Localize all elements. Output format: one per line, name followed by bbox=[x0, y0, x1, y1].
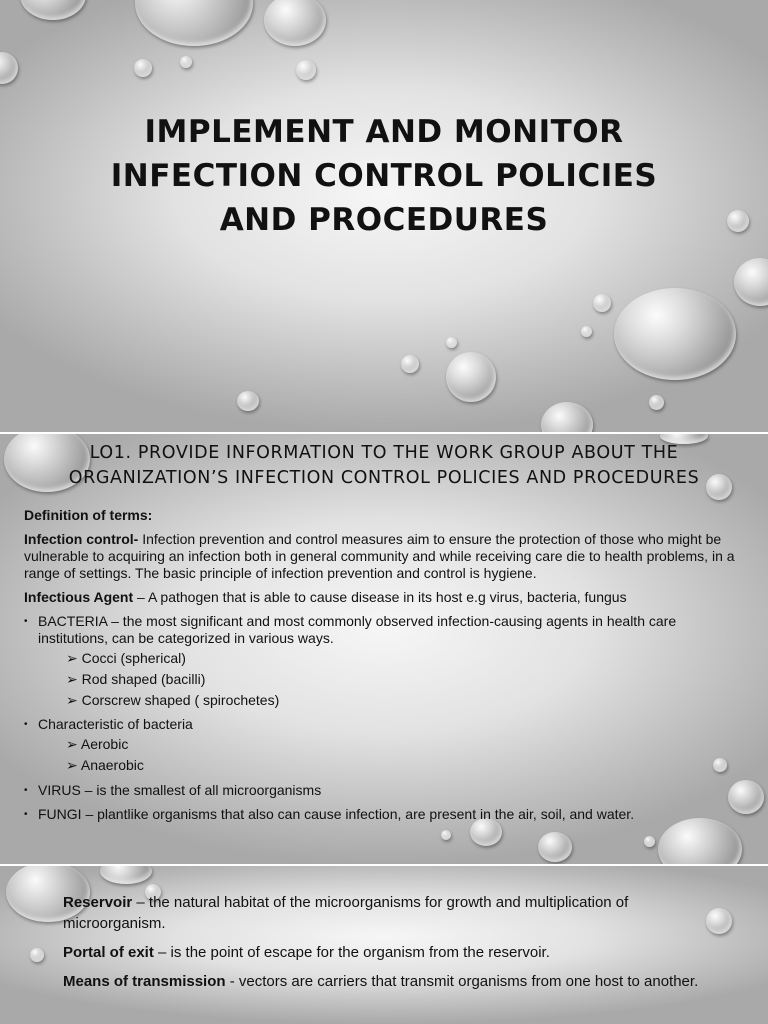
water-drop bbox=[237, 391, 259, 411]
water-drop bbox=[538, 832, 572, 862]
sub-item-text: Corscrew shaped ( spirochetes) bbox=[81, 692, 280, 708]
sub-item-text: Cocci (spherical) bbox=[81, 650, 186, 666]
sub-item-text: Anaerobic bbox=[80, 757, 144, 773]
term: Infectious Agent bbox=[24, 589, 134, 605]
water-drop bbox=[180, 56, 192, 68]
water-drop bbox=[644, 836, 655, 847]
definition-heading: Definition of terms: bbox=[24, 507, 153, 523]
list-item bbox=[24, 806, 748, 823]
definition: - vectors are carriers that transmit organisms from one host to another. bbox=[225, 973, 699, 990]
water-drop bbox=[20, 0, 86, 20]
list-item bbox=[24, 782, 748, 799]
content-slide bbox=[0, 434, 768, 864]
term: Portal of exit bbox=[63, 944, 154, 961]
sub-list-item bbox=[24, 671, 748, 688]
water-drop bbox=[0, 52, 18, 84]
heading-line: LO1. PROVIDE INFORMATION TO THE WORK GROUP ABOUT THE bbox=[89, 443, 679, 463]
water-drop bbox=[446, 337, 457, 348]
water-drop bbox=[734, 258, 768, 306]
water-drop bbox=[541, 402, 593, 432]
title-line: AND PROCEDURES bbox=[219, 202, 549, 238]
water-drop bbox=[649, 395, 664, 410]
heading-line: ORGANIZATION’S INFECTION CONTROL POLICIES AND PROCEDURES bbox=[68, 468, 700, 488]
sub-list-item bbox=[24, 736, 748, 753]
term: Reservoir bbox=[63, 894, 133, 911]
reservoir-paragraph bbox=[63, 892, 703, 934]
bullet-text: Characteristic of bacteria bbox=[38, 716, 193, 732]
title-line: INFECTION CONTROL POLICIES bbox=[110, 158, 658, 194]
water-drop bbox=[727, 210, 749, 232]
list-item bbox=[24, 613, 748, 647]
arrow-bullet-icon: ➢ bbox=[66, 736, 78, 752]
bullet-text: VIRUS – is the smallest of all microorganisms bbox=[38, 782, 322, 798]
arrow-bullet-icon: ➢ bbox=[66, 692, 78, 708]
slide-heading bbox=[40, 441, 728, 491]
infection-control-paragraph bbox=[24, 531, 748, 582]
water-drop bbox=[441, 830, 451, 840]
water-drop bbox=[614, 288, 736, 380]
title-line: IMPLEMENT AND MONITOR bbox=[144, 114, 624, 150]
sub-list-item bbox=[24, 650, 748, 667]
water-drop bbox=[593, 294, 611, 312]
list-item bbox=[24, 716, 748, 733]
water-drop bbox=[581, 326, 592, 337]
water-drop bbox=[100, 866, 152, 884]
sub-list-item bbox=[24, 692, 748, 709]
water-drop bbox=[446, 352, 496, 402]
bullet-text: BACTERIA – the most significant and most commonly observed infection-causing agents in health care institutions, can be categorized in various ways. bbox=[38, 613, 677, 646]
definition: – A pathogen that is able to cause disease in its host e.g virus, bacteria, fungus bbox=[133, 589, 627, 605]
sub-item-text: Rod shaped (bacilli) bbox=[81, 671, 206, 687]
sub-list-item bbox=[24, 757, 748, 774]
bullet-icon: • bbox=[24, 785, 28, 796]
means-paragraph bbox=[63, 971, 703, 992]
bullet-icon: • bbox=[24, 616, 28, 627]
arrow-bullet-icon: ➢ bbox=[66, 671, 78, 687]
water-drop bbox=[264, 0, 326, 46]
content-slide-2 bbox=[0, 866, 768, 1024]
water-drop bbox=[401, 355, 419, 373]
definition: – is the point of escape for the organism from the reservoir. bbox=[153, 944, 550, 961]
water-drop bbox=[296, 60, 316, 80]
water-drop bbox=[134, 59, 152, 77]
arrow-bullet-icon: ➢ bbox=[66, 650, 78, 666]
term: Means of transmission bbox=[63, 973, 226, 990]
slide-body bbox=[24, 507, 748, 830]
bullet-icon: • bbox=[24, 719, 28, 730]
slide-body bbox=[63, 892, 703, 1000]
arrow-bullet-icon: ➢ bbox=[66, 757, 78, 773]
definition: – the natural habitat of the microorganisms for growth and multiplication of microorganism. bbox=[63, 894, 629, 932]
water-drop bbox=[706, 908, 732, 934]
bullet-text: FUNGI – plantlike organisms that also can cause infection, are present in the air, soil, and water. bbox=[38, 806, 635, 822]
slide-title bbox=[60, 110, 708, 242]
sub-item-text: Aerobic bbox=[80, 736, 129, 752]
infectious-agent-paragraph bbox=[24, 589, 748, 606]
bullet-icon: • bbox=[24, 809, 28, 820]
portal-paragraph bbox=[63, 942, 703, 963]
definition: Infection prevention and control measures aim to ensure the protection of those who might be vulnerable to acquiring an infection both in general community and while receiving care die to health problems, in a range of settings. The basic principle of infection prevention and control is hygiene. bbox=[24, 531, 735, 581]
title-slide bbox=[0, 0, 768, 432]
water-drop bbox=[30, 948, 44, 962]
term: Infection control- bbox=[24, 531, 139, 547]
water-drop bbox=[135, 0, 253, 46]
